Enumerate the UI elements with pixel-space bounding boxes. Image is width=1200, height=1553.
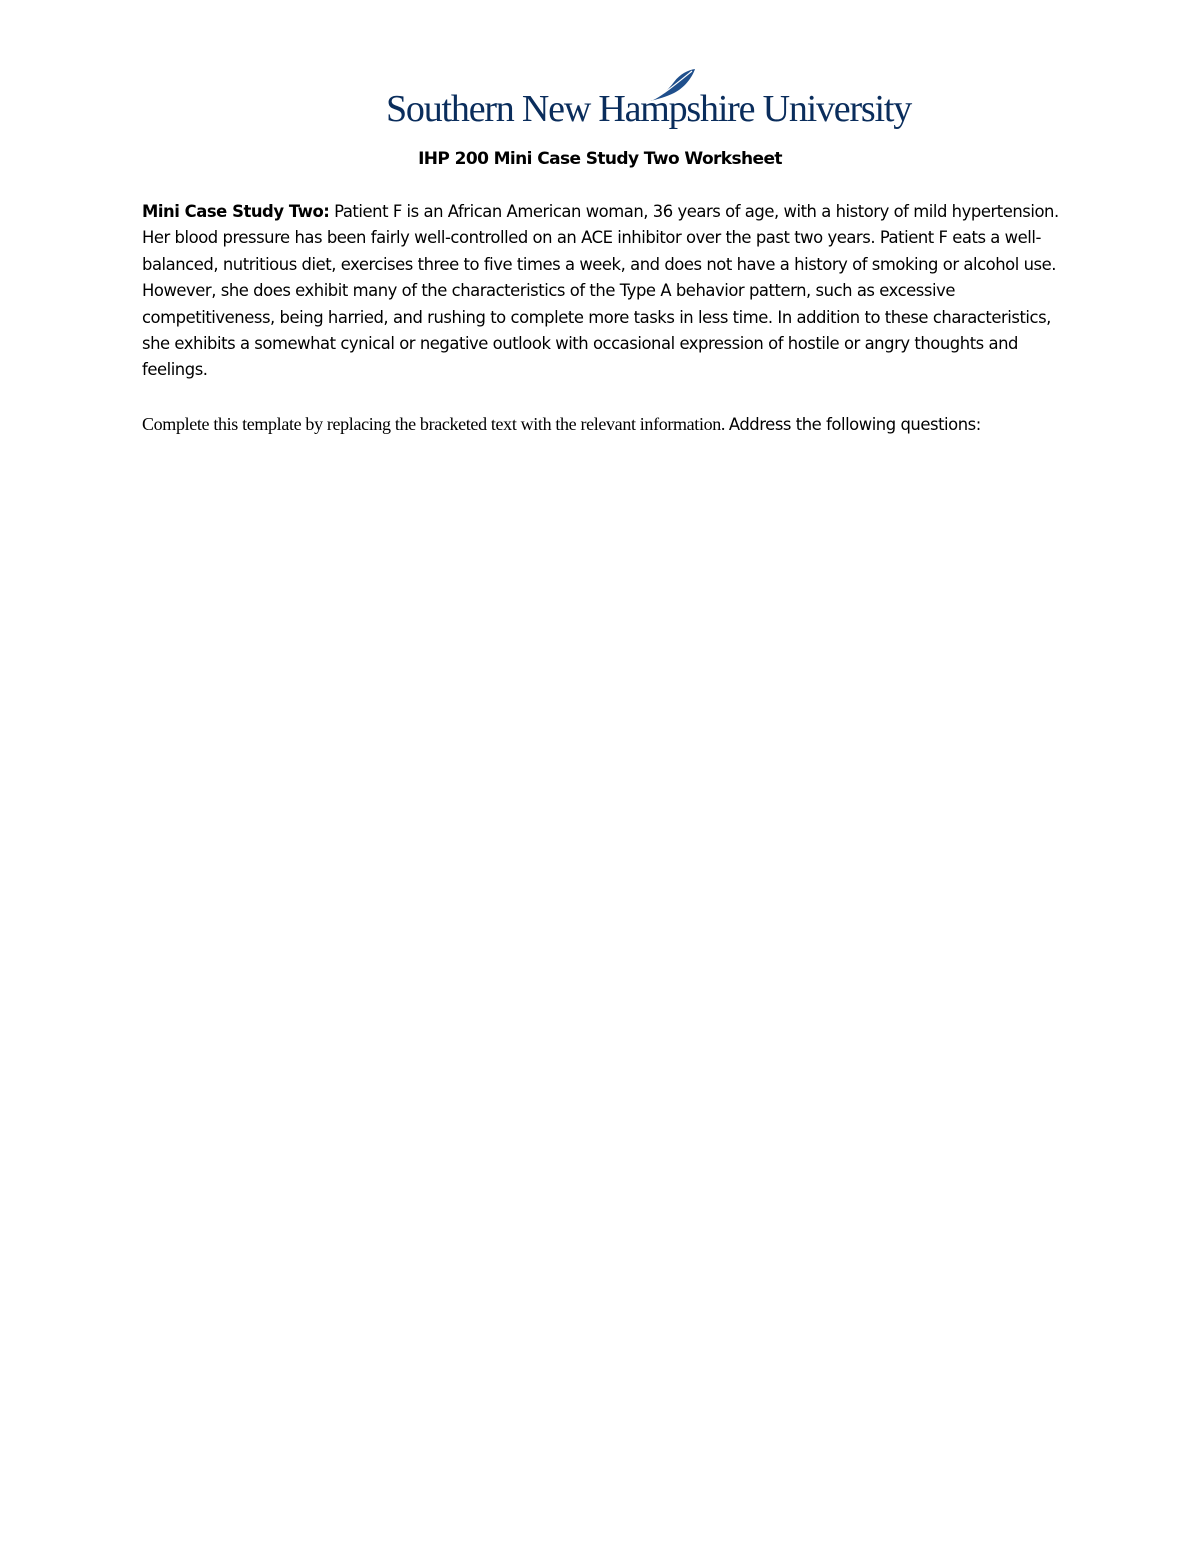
logo-text: Southern New Hampshire University <box>386 88 912 130</box>
university-logo <box>386 68 912 138</box>
case-study-label: Mini Case Study Two <box>142 202 324 221</box>
instructions-text-part2: Address the following questions: <box>728 415 981 434</box>
instructions-paragraph <box>142 411 1042 438</box>
case-study-colon: : <box>323 202 330 221</box>
case-study-text: Patient F is an African American woman, 36 years of age, with a history of mild hypertension. Her blood pressure has been fairly well-controlled on an ACE inhibitor over the past two years. Patient F eats a well-balanced, nutritious diet, exercises three to five times a week, and does not have a history of smoking or alcohol use. However, she does exhibit many of the characteristics of the Type A behavior pattern, such as excessive competitiveness, being harried, and rushing to complete more tasks in less time. In addition to these characteristics, she exhibits a somewhat cynical or negative outlook with occasional expression of hostile or angry thoughts and feelings. <box>142 202 1059 380</box>
case-study-paragraph <box>142 199 1062 384</box>
document-title: IHP 200 Mini Case Study Two Worksheet <box>418 149 782 169</box>
instructions-text-part1: Complete this template by replacing the bracketed text with the relevant information. <box>142 414 726 434</box>
